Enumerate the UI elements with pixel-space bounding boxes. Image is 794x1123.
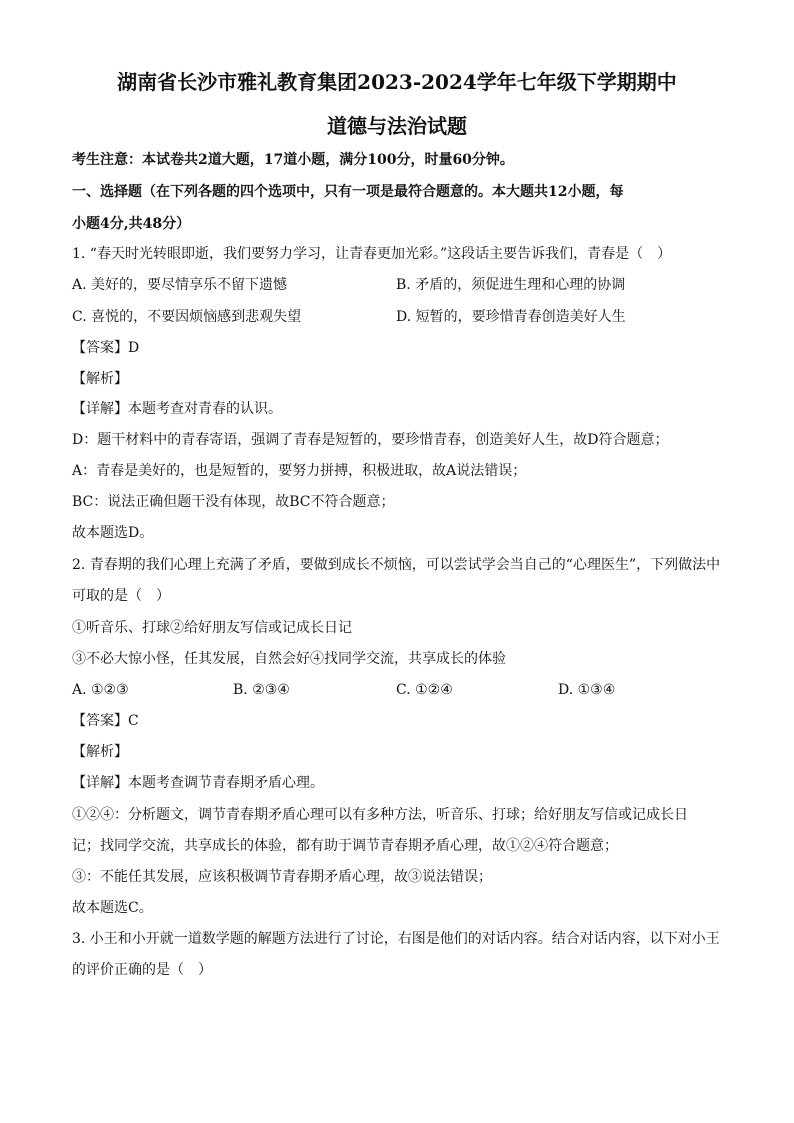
q1-option-a: A. 美好的，要尽情享乐不留下遗憾 <box>72 277 288 293</box>
section1-heading-line2: 小题4分,共48分） <box>72 216 191 232</box>
q1-answer: 【答案】D <box>72 340 140 356</box>
q2-analysis-label: 【解析】 <box>72 744 128 760</box>
q1-analysis-label: 【解析】 <box>72 371 128 387</box>
q1-explanation-2: A：青春是美好的，也是短暂的，要努力拼搏，积极进取，故A说法错误； <box>72 463 527 479</box>
q2-detail: 【详解】本题考查调节青春期矛盾心理。 <box>72 775 324 791</box>
q2-option-b: B. ②③④ <box>233 682 290 698</box>
exam-notice: 考生注意：本试卷共2道大题，17道小题，满分100分，时量60分钟。 <box>72 152 514 168</box>
q2-stem-line1: 2. 青春期的我们心理上充满了矛盾，要做到成长不烦恼，可以尝试学会当自己的“心理医生”，下列做法中 <box>72 557 721 573</box>
q2-option-d: D. ①③④ <box>558 682 616 698</box>
q2-stem-line2: 可取的是（ ） <box>72 588 170 604</box>
q2-explanation-1: ①②④：分析题文，调节青春期矛盾心理可以有多种方法，听音乐、打球；给好朋友写信或记成长日 <box>72 807 688 823</box>
q1-explanation-3: BC：说法正确但题干没有体现，故BC不符合题意； <box>72 494 395 510</box>
q2-option-a: A. ①②③ <box>72 682 129 698</box>
q1-explanation-1: D：题干材料中的青春寄语，强调了青春是短暂的，要珍惜青春，创造美好人生，故D符合题意； <box>72 432 669 448</box>
q2-answer: 【答案】C <box>72 713 139 729</box>
exam-title-line1: 湖南省长沙市雅礼教育集团2023-2024学年七年级下学期期中 <box>117 70 677 94</box>
exam-title-line2: 道德与法治试题 <box>327 114 467 138</box>
section1-heading-line1: 一、选择题（在下列各题的四个选项中，只有一项是最符合题意的。本大题共12小题，每 <box>72 184 624 200</box>
q2-items-line2: ③不必大惊小怪，任其发展，自然会好④找同学交流，共享成长的体验 <box>72 651 506 667</box>
q2-conclusion: 故本题选C。 <box>72 900 153 916</box>
q3-stem-line2: 的评价正确的是（ ） <box>72 962 212 978</box>
q3-stem-line1: 3. 小王和小开就一道数学题的解题方法进行了讨论，右图是他们的对话内容。结合对话内容，以下对小王 <box>72 931 720 947</box>
q2-explanation-2: 记；找同学交流，共享成长的体验，都有助于调节青春期矛盾心理，故①②④符合题意； <box>72 838 618 854</box>
q1-conclusion: 故本题选D。 <box>72 525 154 541</box>
q1-stem: 1. “春天时光转眼即逝，我们要努力学习，让青春更加光彩。”这段话主要告诉我们，青春是（ ） <box>72 246 672 262</box>
q1-option-d: D. 短暂的，要珍惜青春创造美好人生 <box>396 309 626 325</box>
q2-option-c: C. ①②④ <box>396 682 453 698</box>
q2-explanation-3: ③：不能任其发展，应该积极调节青春期矛盾心理，故③说法错误； <box>72 869 492 885</box>
q1-option-b: B. 矛盾的，须促进生理和心理的协调 <box>396 277 626 293</box>
q2-items-line1: ①听音乐、打球②给好朋友写信或记成长日记 <box>72 620 352 636</box>
q1-option-c: C. 喜悦的，不要因烦恼感到悲观失望 <box>72 309 302 325</box>
q1-detail: 【详解】本题考查对青春的认识。 <box>72 401 282 417</box>
